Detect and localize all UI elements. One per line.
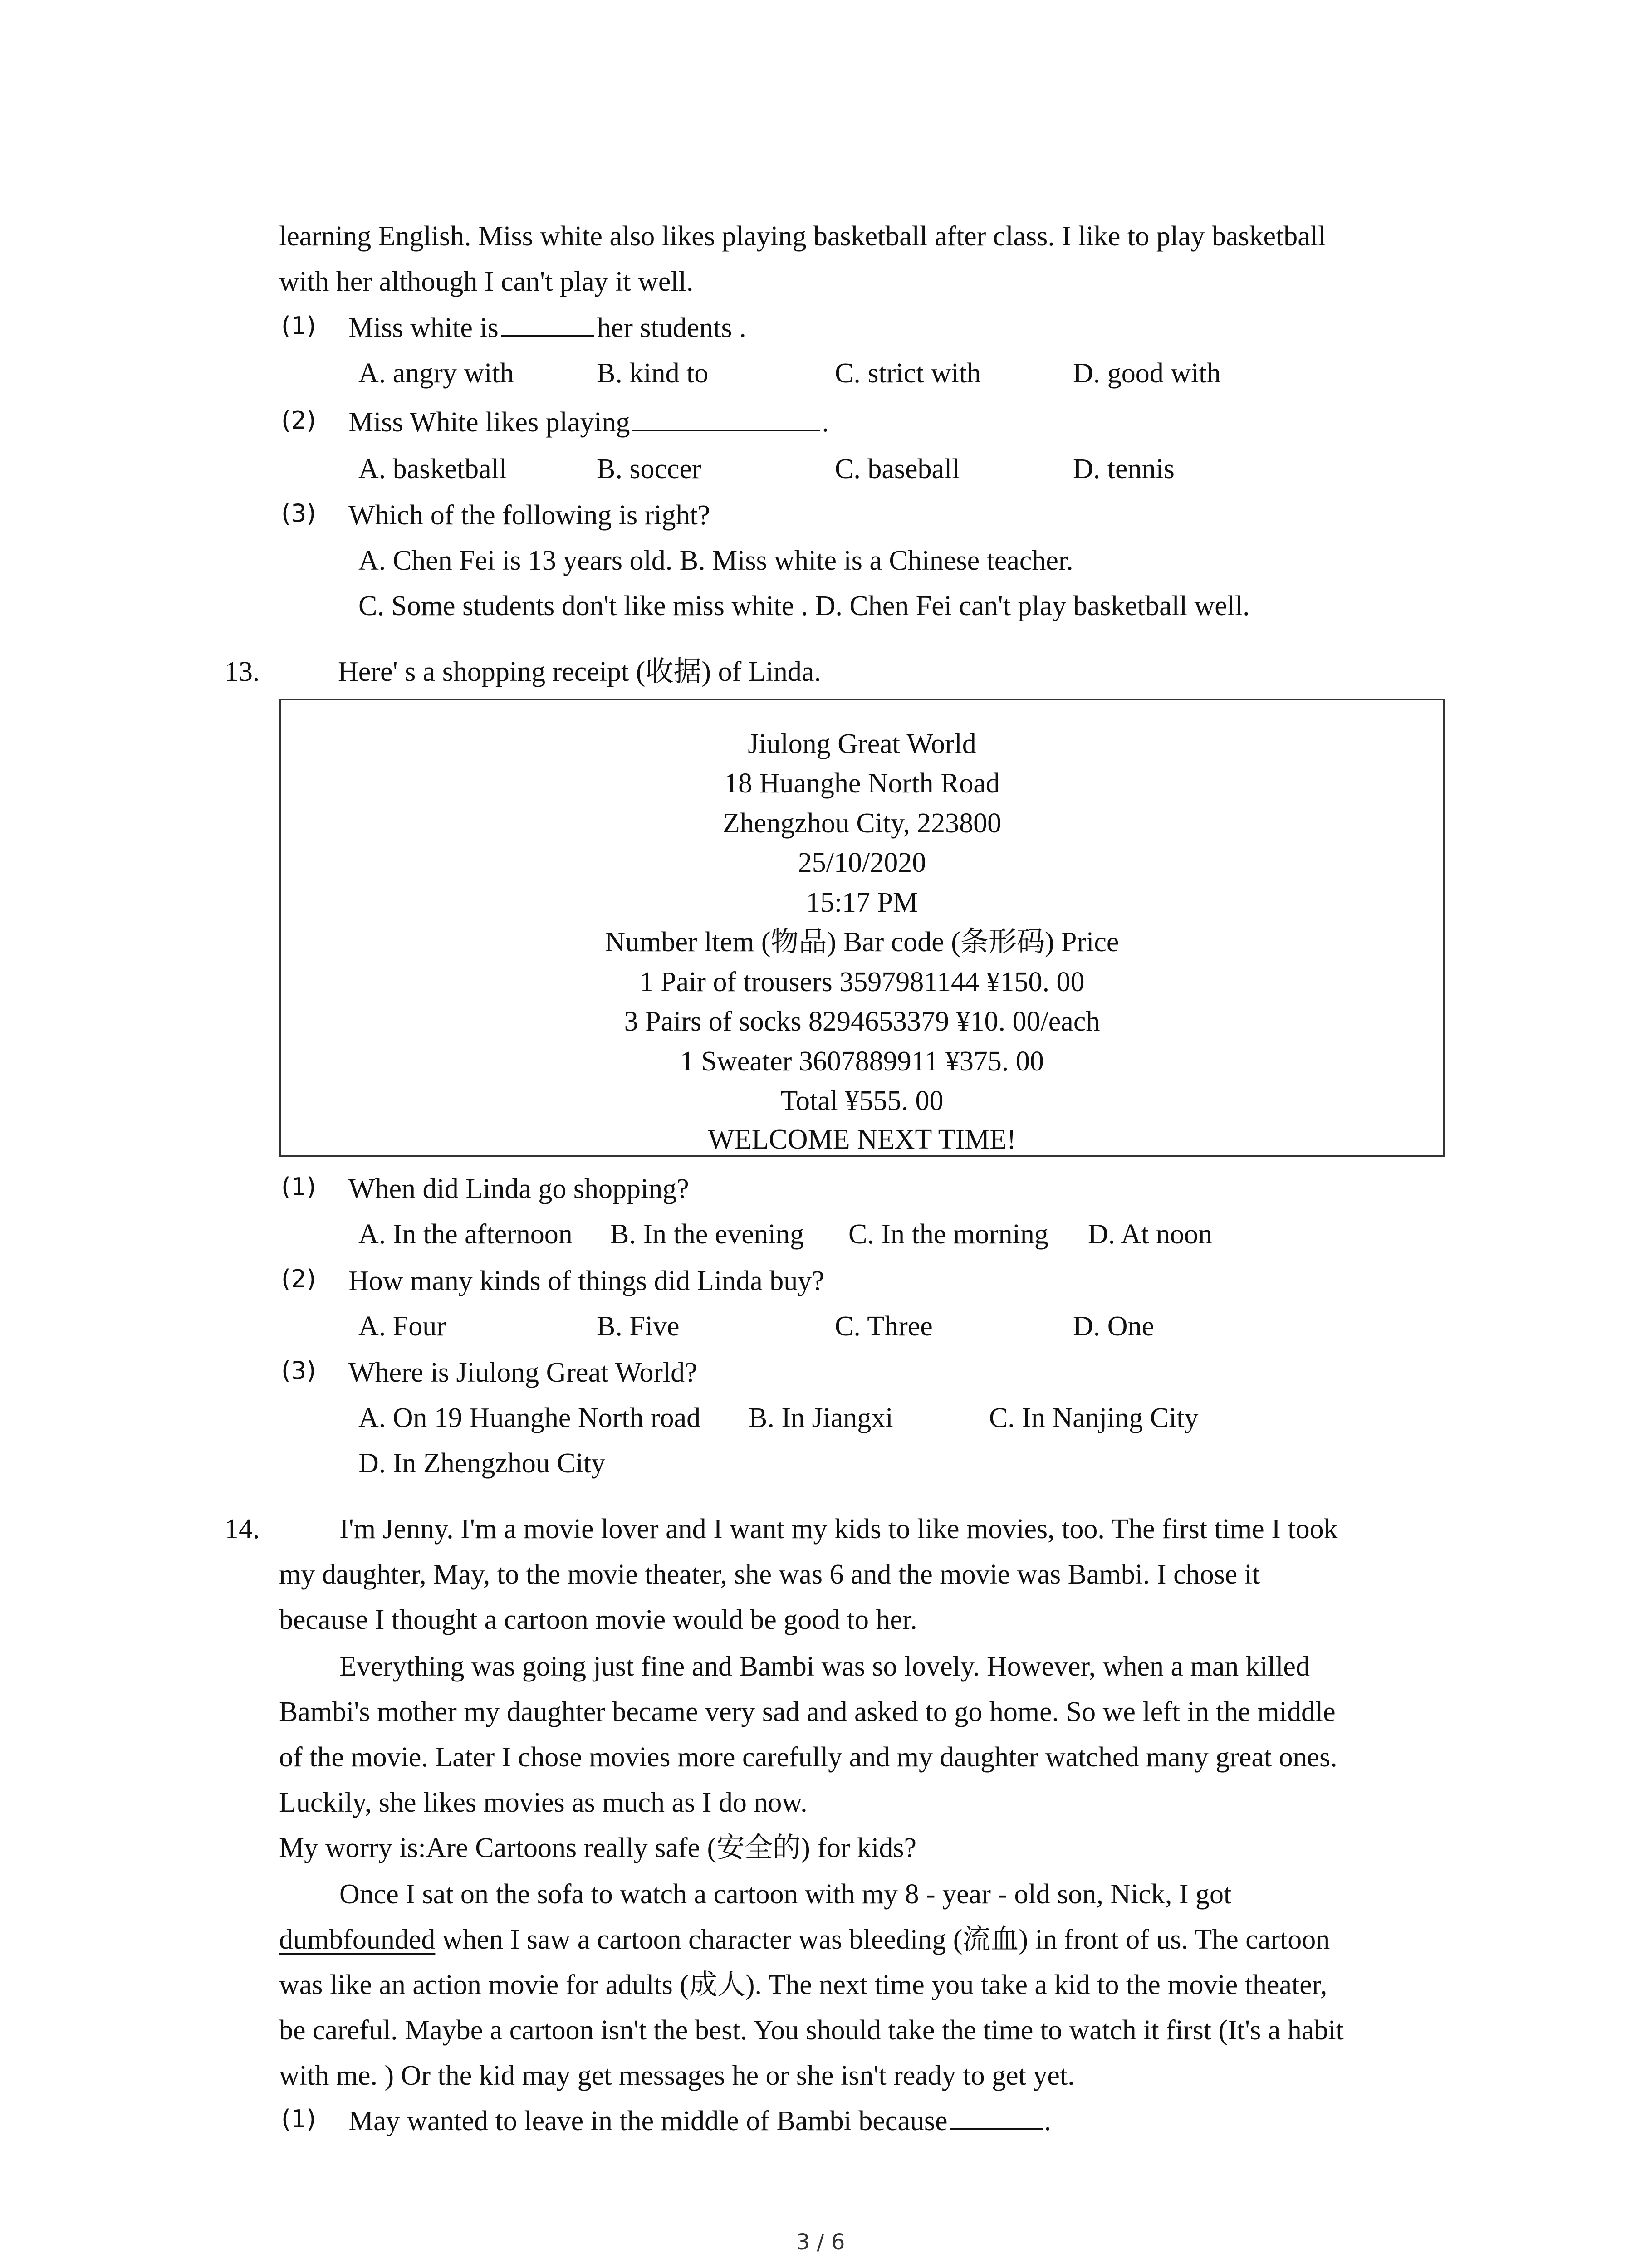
passage-line: Luckily, she likes movies as much as I do now. <box>279 1787 808 1818</box>
receipt-line: 15:17 PM <box>806 887 918 918</box>
passage-line: Bambi's mother my daughter became very sad and asked to go home. So we left in the middle <box>279 1696 1336 1727</box>
question-marker: (3) <box>281 499 316 528</box>
option: A. In the afternoon <box>358 1219 573 1250</box>
option: D. At noon <box>1088 1219 1212 1250</box>
option: D. tennis <box>1073 454 1175 484</box>
receipt-line: 18 Huanghe North Road <box>724 768 1000 799</box>
question-marker: (2) <box>281 1265 316 1293</box>
receipt-line: Zhengzhou City, 223800 <box>722 808 1002 839</box>
passage-line: because I thought a cartoon movie would be good to her. <box>279 1604 917 1635</box>
answer-blank <box>950 2127 1043 2130</box>
page-number: 3 / 6 <box>796 2229 845 2255</box>
shopping-receipt <box>279 699 1445 1157</box>
passage-line: be careful. Maybe a cartoon isn't the best. You should take the time to watch it first (It's a habit <box>279 2015 1344 2046</box>
receipt-line: Total ¥555. 00 <box>780 1085 944 1116</box>
question-stem: Miss white is her students . <box>348 313 746 343</box>
question-marker: (3) <box>281 1356 316 1385</box>
passage-line: My worry is:Are Cartoons really safe (安全的) for kids? <box>279 1833 916 1863</box>
question-intro: Here' s a shopping receipt (收据) of Linda. <box>338 656 821 687</box>
option: D. One <box>1073 1311 1155 1342</box>
receipt-line: Jiulong Great World <box>748 728 976 759</box>
option: A. basketball <box>358 454 507 484</box>
receipt-line: 25/10/2020 <box>798 847 926 878</box>
answer-blank <box>632 429 820 431</box>
question-stem: May wanted to leave in the middle of Bambi because . <box>348 2106 1052 2136</box>
passage-line: I'm Jenny. I'm a movie lover and I want my kids to like movies, too. The first time I took <box>339 1514 1338 1545</box>
passage-line: dumbfounded when I saw a cartoon character was bleeding (流血) in front of us. The cartoon <box>279 1924 1330 1955</box>
question-number: 13. <box>225 656 260 687</box>
receipt-line: 3 Pairs of socks 8294653379 ¥10. 00/each <box>624 1006 1100 1037</box>
underlined-word: dumbfounded <box>279 1924 436 1955</box>
question-number: 14. <box>225 1514 260 1545</box>
question-marker: (1) <box>281 2105 316 2133</box>
passage-line: Everything was going just fine and Bambi was so lovely. However, when a man killed <box>339 1651 1310 1682</box>
option: A. On 19 Huanghe North road <box>358 1403 701 1433</box>
answer-blank <box>501 334 594 337</box>
option: B. soccer <box>597 454 701 484</box>
question-stem: Miss White likes playing . <box>348 407 829 438</box>
passage-line: with me. ) Or the kid may get messages he or she isn't ready to get yet. <box>279 2060 1075 2091</box>
option: B. In the evening <box>610 1219 804 1250</box>
passage-line: learning English. Miss white also likes playing basketball after class. I like to play basketball <box>279 221 1326 252</box>
passage-line: with her although I can't play it well. <box>279 266 694 297</box>
passage-line: was like an action movie for adults (成人). The next time you take a kid to the movie theater, <box>279 1970 1327 2000</box>
option: C. baseball <box>835 454 960 484</box>
receipt-line: Number ltem (物品) Bar code (条形码) Price <box>605 927 1119 958</box>
question-marker: (1) <box>281 1173 316 1201</box>
option: B. Five <box>597 1311 680 1342</box>
receipt-line: WELCOME NEXT TIME! <box>708 1124 1016 1155</box>
question-stem: How many kinds of things did Linda buy? <box>348 1266 824 1296</box>
option: C. Three <box>835 1311 933 1342</box>
option: C. In the morning <box>848 1219 1048 1250</box>
option: B. kind to <box>597 358 709 389</box>
receipt-line: 1 Pair of trousers 3597981144 ¥150. 00 <box>639 967 1085 997</box>
option: D. good with <box>1073 358 1221 389</box>
question-stem: Where is Jiulong Great World? <box>348 1357 697 1388</box>
option-line: C. Some students don't like miss white . D. Chen Fei can't play basketball well. <box>358 591 1250 621</box>
option: D. In Zhengzhou City <box>358 1448 606 1479</box>
receipt-line: 1 Sweater 3607889911 ¥375. 00 <box>680 1046 1044 1077</box>
question-marker: (2) <box>281 406 316 435</box>
passage-line: of the movie. Later I chose movies more carefully and my daughter watched many great ones. <box>279 1742 1337 1773</box>
option: A. angry with <box>358 358 514 389</box>
option: A. Four <box>358 1311 446 1342</box>
passage-line: my daughter, May, to the movie theater, she was 6 and the movie was Bambi. I chose it <box>279 1559 1260 1590</box>
option: C. In Nanjing City <box>989 1403 1199 1433</box>
option: B. In Jiangxi <box>749 1403 893 1433</box>
passage-line: Once I sat on the sofa to watch a cartoon with my 8 - year - old son, Nick, I got <box>339 1879 1232 1910</box>
option-line: A. Chen Fei is 13 years old. B. Miss white is a Chinese teacher. <box>358 545 1073 576</box>
question-stem: When did Linda go shopping? <box>348 1173 689 1204</box>
question-marker: (1) <box>281 312 316 340</box>
option: C. strict with <box>835 358 981 389</box>
question-stem: Which of the following is right? <box>348 500 710 531</box>
